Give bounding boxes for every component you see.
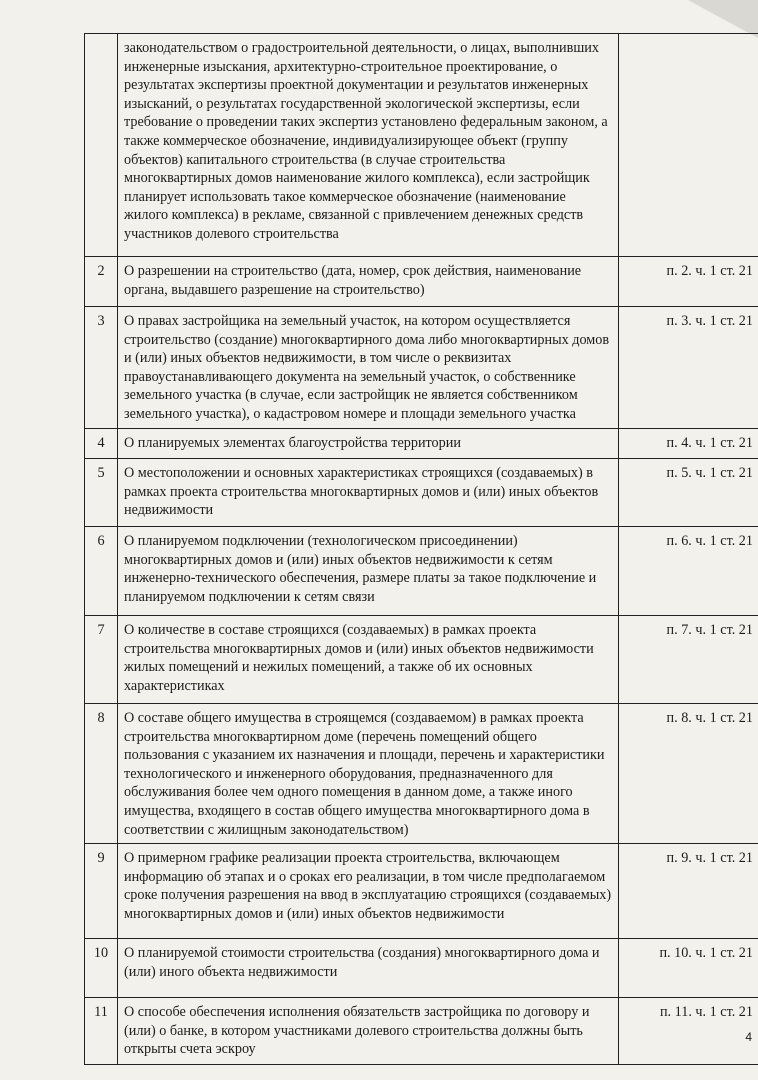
row-description: О планируемой стоимости строительства (создания) многоквартирного дома и (или) иного объекта недвижимости	[118, 939, 619, 998]
row-description: О планируемых элементах благоустройства территории	[118, 429, 619, 459]
row-number	[85, 34, 118, 257]
row-number: 11	[85, 998, 118, 1065]
row-number: 7	[85, 616, 118, 704]
row-reference: п. 10. ч. 1 ст. 21	[619, 939, 758, 998]
row-description: О примерном графике реализации проекта строительства, включающем информацию об этапах и о сроках его реализации, в том числе предполагаемом сроке получения разрешения на ввод в эксплуатацию строящихся (создаваемых) многоквартирных домов и (или) иных объектов недвижимости	[118, 844, 619, 939]
row-description: законодательством о градостроительной деятельности, о лицах, выполнивших инженерные изыскания, архитектурно-строительное проектирование, о результатах экспертизы проектной документации и результатов инженерных изысканий, о результатах государственной экологической экспертизы, если требование о проведении таких экспертиз установлено федеральным законом, а также коммерческое обозначение, индивидуализирующее объект (группу объектов) капитального строительства (в случае строительства многоквартирных домов наименование жилого комплекса), если застройщик планирует использовать такое коммерческое обозначение (наименование жилого комплекса) в рекламе, связанной с привлечением денежных средств участников долевого строительства	[118, 34, 619, 257]
row-reference: п. 8. ч. 1 ст. 21	[619, 704, 758, 844]
table-row	[85, 34, 758, 257]
row-number: 3	[85, 307, 118, 429]
row-reference: п. 2. ч. 1 ст. 21	[619, 257, 758, 307]
row-number: 9	[85, 844, 118, 939]
row-reference: п. 11. ч. 1 ст. 21	[619, 998, 758, 1065]
row-number: 6	[85, 527, 118, 616]
row-description: О разрешении на строительство (дата, номер, срок действия, наименование органа, выдавшего разрешение на строительство)	[118, 257, 619, 307]
table-row	[85, 939, 758, 998]
table-row	[85, 459, 758, 527]
table-row	[85, 307, 758, 429]
row-number: 10	[85, 939, 118, 998]
row-description: О местоположении и основных характеристиках строящихся (создаваемых) в рамках проекта строительства многоквартирных домов и (или) иных объектов недвижимости	[118, 459, 619, 527]
table-row	[85, 704, 758, 844]
table-row	[85, 257, 758, 307]
row-number: 2	[85, 257, 118, 307]
table-row	[85, 616, 758, 704]
row-description: О способе обеспечения исполнения обязательств застройщика по договору и (или) о банке, в котором участниками долевого строительства должны быть открыты счета эскроу	[118, 998, 619, 1065]
row-number: 8	[85, 704, 118, 844]
row-reference: п. 9. ч. 1 ст. 21	[619, 844, 758, 939]
row-reference: п. 3. ч. 1 ст. 21	[619, 307, 758, 429]
disclosure-table	[84, 33, 758, 1065]
row-reference: п. 4. ч. 1 ст. 21	[619, 429, 758, 459]
table-row	[85, 998, 758, 1065]
row-reference: п. 6. ч. 1 ст. 21	[619, 527, 758, 616]
row-reference: п. 7. ч. 1 ст. 21	[619, 616, 758, 704]
page-number: 4	[745, 1030, 752, 1044]
table-row	[85, 429, 758, 459]
row-description: О правах застройщика на земельный участок, на котором осуществляется строительство (создание) многоквартирного дома либо многоквартирных домов и (или) иных объектов недвижимости, в том числе о реквизитах правоустанавливающего документа на земельный участок, о собственнике земельного участка (в случае, если застройщик не является собственником земельного участка), о кадастровом номере и площади земельного участка	[118, 307, 619, 429]
table-row	[85, 527, 758, 616]
table-row	[85, 844, 758, 939]
row-reference	[619, 34, 758, 257]
row-number: 5	[85, 459, 118, 527]
row-reference: п. 5. ч. 1 ст. 21	[619, 459, 758, 527]
row-description: О количестве в составе строящихся (создаваемых) в рамках проекта строительства многоквартирных домов и (или) иных объектов недвижимости жилых помещений и нежилых помещений, а также об их основных характеристиках	[118, 616, 619, 704]
row-description: О составе общего имущества в строящемся (создаваемом) в рамках проекта строительства многоквартирном доме (перечень помещений общего пользования с указанием их назначения и площади, перечень и характеристики технологического и инженерного оборудования, предназначенного для обслуживания более чем одного помещения в данном доме, а также иного имущества, входящего в состав общего имущества многоквартирного дома в соответствии с жилищным законодательством)	[118, 704, 619, 844]
row-description: О планируемом подключении (технологическом присоединении) многоквартирных домов и (или) иных объектов недвижимости к сетям инженерно-технического обеспечения, размере платы за такое подключение и планируемом подключении к сетям связи	[118, 527, 619, 616]
row-number: 4	[85, 429, 118, 459]
